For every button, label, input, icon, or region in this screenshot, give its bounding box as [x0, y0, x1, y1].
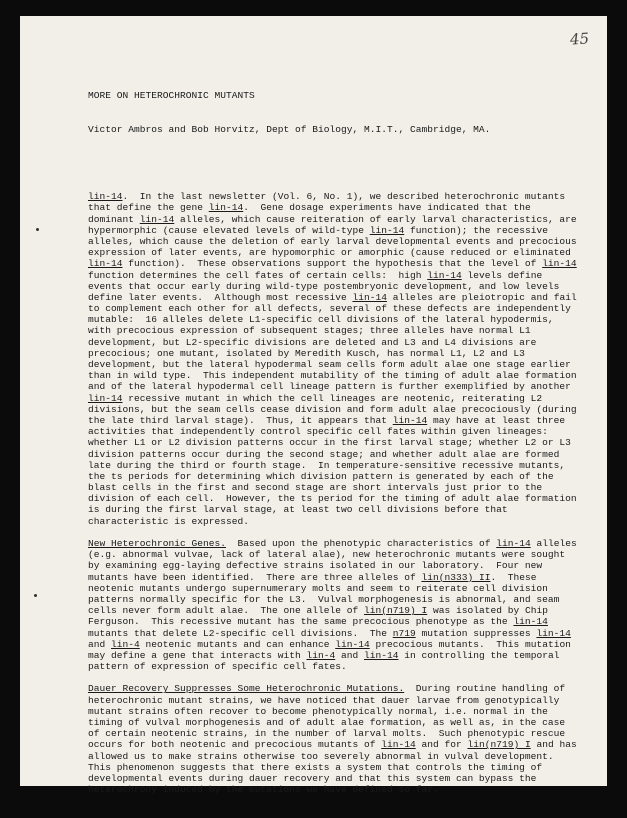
text-line	[88, 393, 588, 404]
text-run: development, but L2-specific divisions are deleted and L3 and L4 divisions are	[88, 336, 537, 348]
text-run: may have at least three	[427, 414, 566, 426]
underlined-text: lin(n719) I	[363, 605, 428, 617]
text-run: alleles, which cause the deletion of early larval developmental events and precocious	[88, 235, 577, 247]
text-line	[88, 415, 588, 426]
text-line	[88, 650, 588, 661]
text-run: and has	[530, 739, 577, 751]
text-line	[88, 247, 588, 258]
text-line	[88, 605, 588, 616]
underlined-text: lin-14	[513, 616, 548, 628]
underlined-text: lin-14	[427, 269, 462, 281]
text-line	[88, 359, 588, 370]
text-run: patterns normally specific for the L3. Vulval morphogenesis is abnormal, and seam	[88, 593, 560, 605]
text-run: that define the gene	[88, 202, 209, 214]
text-run: expression of later events, are hypomorphic or amorphic (cause reduced or eliminated	[88, 247, 571, 259]
text-line	[88, 225, 588, 236]
text-run: precocious; one mutant, isolated by Meredith Kusch, has normal L1, L2 and L3	[88, 347, 525, 359]
text-line	[88, 303, 588, 314]
text-line	[88, 728, 588, 739]
text-line	[88, 538, 588, 549]
text-line	[88, 314, 588, 325]
text-run: precocious mutants. This mutation	[369, 638, 571, 650]
text-line	[88, 504, 588, 515]
text-line	[88, 616, 588, 627]
text-line	[88, 292, 588, 303]
text-run: characteristic is expressed.	[88, 515, 249, 527]
underlined-text: lin(n333) II	[421, 571, 491, 583]
underlined-text: lin-14	[369, 224, 405, 236]
underlined-text: New Heterochronic Genes.	[88, 538, 226, 549]
text-line	[88, 549, 588, 560]
text-line	[88, 583, 588, 594]
text-line	[88, 471, 588, 482]
article-text	[88, 191, 588, 795]
text-line	[88, 661, 588, 672]
text-run: . These	[490, 571, 537, 583]
text-run: than in wild type. This independent mutability of the timing of adult alae formation	[88, 370, 577, 382]
text-line	[88, 214, 588, 225]
text-run: division of each cell. However, the ts period for the timing of adult alae formation	[88, 493, 577, 505]
text-line	[88, 258, 588, 269]
text-line	[88, 493, 588, 504]
text-line	[88, 695, 588, 706]
paragraph	[88, 538, 588, 672]
text-run: whether L1 or L2 division patterns occur in the first larval stage; whether L2 or L3	[88, 437, 571, 449]
page-number: 45	[569, 29, 590, 49]
text-run: late during the third or fourth stage. In temperature-sensitive recessive mutants,	[88, 459, 566, 471]
text-line	[88, 751, 588, 762]
underlined-text: lin-14	[335, 638, 370, 650]
text-line	[88, 191, 588, 202]
underlined-text: lin-14	[352, 291, 387, 303]
text-line	[88, 773, 588, 784]
text-run: developmental events during dauer recovery and that this system can bypass the	[88, 772, 537, 784]
text-line	[88, 482, 588, 493]
underlined-text: lin-14	[208, 202, 244, 214]
underlined-text: lin-14	[88, 191, 123, 203]
text-run: and	[88, 638, 111, 650]
text-line	[88, 628, 588, 639]
text-line	[88, 739, 588, 750]
text-line	[88, 426, 588, 437]
text-line	[88, 337, 588, 348]
text-run: events that occur early during wild-type postembryonic development, and low levels	[88, 280, 560, 292]
text-line	[88, 325, 588, 336]
text-run: alleles, which cause reiteration of early larval characteristics, are	[174, 213, 577, 225]
text-run: the ts periods for determining which division pattern is generated by each of the	[88, 470, 554, 482]
text-line	[88, 281, 588, 292]
text-line	[88, 560, 588, 571]
text-line	[88, 516, 588, 527]
article-authors: Victor Ambros and Bob Horvitz, Dept of Biology, M.I.T., Cambridge, MA.	[88, 124, 491, 135]
text-line	[88, 717, 588, 728]
text-line	[88, 762, 588, 773]
underlined-text: lin-14	[496, 538, 531, 549]
text-run: mutants that delete L2-specific cell divisions. The	[88, 627, 393, 639]
text-run: recessive mutant in which the cell lineages are neotenic, reiterating L2	[122, 392, 543, 404]
text-run: neotenic mutants and can enhance	[139, 638, 336, 650]
text-run: define later events. Although most recessive	[88, 291, 353, 303]
text-run: During routine handling of	[404, 683, 566, 695]
text-run: was isolated by Chip	[427, 605, 548, 617]
text-run: alleles are pleiotropic and fail	[386, 291, 577, 303]
text-run: mutation suppresses	[415, 627, 537, 639]
text-line	[88, 449, 588, 460]
text-run: in controlling the temporal	[398, 649, 560, 661]
text-line	[88, 784, 588, 795]
text-line	[88, 460, 588, 471]
text-run: pattern of expression of specific cell fates.	[88, 661, 347, 673]
paragraph	[88, 683, 588, 795]
text-line	[88, 594, 588, 605]
text-run: division patterns occur during the second stage; and whether adult alae are formed	[88, 448, 560, 460]
text-line	[88, 706, 588, 717]
text-line	[88, 683, 588, 694]
underlined-text: n719	[392, 627, 416, 639]
text-run: and	[335, 649, 364, 661]
text-line	[88, 572, 588, 583]
text-run: divisions, but the seam cells cease division and form adult alae precociously (during	[88, 403, 577, 415]
text-run: alleles	[530, 538, 577, 549]
text-run: development, but the lateral hypodermal seam cells form adult alae one stage earlier	[88, 359, 571, 370]
document-page	[20, 16, 607, 796]
underlined-text: lin-4	[111, 638, 140, 650]
text-run: Based upon the phenotypic characteristics of	[225, 538, 497, 549]
text-line	[88, 404, 588, 415]
text-run: with precocious expression of subsequent stages; three alleles have normal L1	[88, 325, 531, 337]
underlined-text: lin-14	[392, 414, 428, 426]
text-run: blast cells in the first and second stage are short intervals just prior to the	[88, 482, 543, 494]
text-run: of certain neotenic strains, in the number of larval molts. Such phenotypic rescue	[88, 728, 566, 740]
text-line	[88, 437, 588, 448]
underlined-text: lin-14	[381, 739, 416, 751]
text-run: mutant strains often recover to become phenotypically normal, i.e. normal in the	[88, 705, 548, 717]
margin-dot	[36, 228, 39, 231]
text-run: . In the last newsletter (Vol. 6, No. 1), we described heterochronic mutants	[122, 191, 566, 203]
text-run: the late third larval stage). Thus, it appears that	[88, 414, 393, 426]
text-run: Ferguson. This recessive mutant has the same precocious phenotype as the	[88, 616, 514, 628]
text-run: . Gene dosage experiments have indicated that the	[243, 202, 531, 214]
text-line	[88, 348, 588, 359]
text-line	[88, 639, 588, 650]
text-run: heterochronic mutant strains, we have noticed that dauer larvae from genotypically	[88, 694, 560, 706]
text-line	[88, 202, 588, 213]
underlined-text: Dauer Recovery Suppresses Some Heterochronic Mutations.	[88, 683, 405, 695]
underlined-text: lin-14	[139, 213, 175, 225]
text-run: dominant	[88, 213, 140, 225]
text-line	[88, 381, 588, 392]
margin-dot	[34, 594, 37, 597]
text-line	[88, 236, 588, 247]
text-run: hypermorphic (cause elevated levels of wild-type	[88, 224, 370, 236]
text-run: This phenomenon suggests that there exists a system that controls the timing of	[88, 761, 543, 773]
text-run: and for	[415, 739, 468, 751]
text-run: function); the recessive	[404, 224, 548, 236]
text-run: function). These observations support the hypothesis that the level of	[122, 258, 543, 270]
text-line	[88, 270, 588, 281]
text-run: occurs for both neotenic and precocious mutants of	[88, 739, 382, 751]
underlined-text: lin-14	[363, 649, 399, 661]
underlined-text: lin-14	[88, 392, 123, 404]
article-title: MORE ON HETEROCHRONIC MUTANTS	[88, 90, 255, 102]
text-run: levels define	[461, 269, 543, 281]
text-run: neotenic mutants undergo supernumerary molts and seem to reiterate cell division	[88, 582, 548, 594]
text-run: function determines the cell fates of certain cells: high	[88, 269, 428, 281]
text-line	[88, 370, 588, 381]
text-run: to complement each other for all defects, several of these defects are independently	[88, 303, 571, 315]
document-body	[88, 68, 588, 818]
text-run: heterochrony induced by the mutations we have defined so far.	[88, 784, 439, 796]
text-run: may define a gene that interacts with	[88, 649, 307, 661]
text-run: mutable: 16 alleles delete L1-specific cell divisions of the lateral hypodermis,	[88, 314, 554, 326]
underlined-text: lin-14	[536, 627, 571, 639]
paragraph	[88, 191, 588, 527]
text-run: cells never form adult alae. The one allele of	[88, 605, 364, 617]
underlined-text: lin-14	[88, 258, 123, 270]
text-run: allowed us to make strains otherwise too severely abnormal in vulval development.	[88, 750, 554, 762]
underlined-text: lin-14	[542, 258, 577, 270]
text-run: activities that independently control specific cell fates within given lineages:	[88, 426, 548, 438]
text-run: is during the first larval stage, at least two cell divisions before that	[88, 504, 508, 516]
underlined-text: lin(n719) I	[467, 739, 531, 751]
text-run: by examining egg-laying defective strains isolated in our laboratory. Four new	[88, 560, 543, 572]
text-run: mutants have been identified. There are three alleles of	[88, 571, 422, 583]
text-run: and of the lateral hypodermal cell lineage pattern is further exemplified by another	[88, 381, 571, 393]
underlined-text: lin-4	[306, 649, 336, 661]
text-run: (e.g. abnormal vulvae, lack of lateral alae), new heterochronic mutants were sought	[88, 549, 566, 561]
text-run: timing of vulval morphogenesis and of adult alae formation, as well as, in the case	[88, 717, 566, 728]
